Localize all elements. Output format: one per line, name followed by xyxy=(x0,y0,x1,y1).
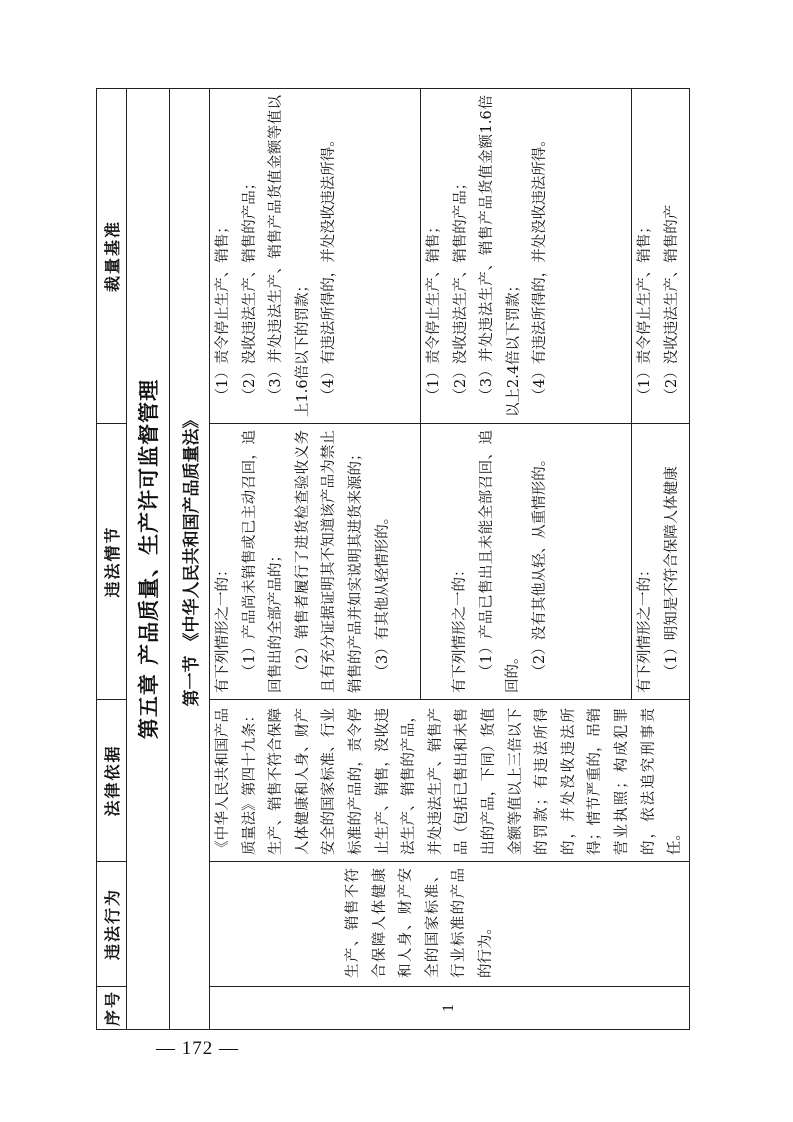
circumstance-tier-1 xyxy=(210,424,421,700)
std-1-line-2: （3）并处违法生产、销售产品货值金额等值以上1.6倍以下的罚款； xyxy=(268,95,311,417)
header-seq: 序号 xyxy=(97,987,127,1030)
header-basis: 法律依据 xyxy=(97,700,127,862)
std-2-line-3: （4）有违法所得的，并处没收违法所得。 xyxy=(532,132,549,403)
std-1-line-0: （1）责令停止生产、销售； xyxy=(215,219,231,403)
standard-tier-1 xyxy=(210,89,421,424)
chapter-title: 第五章 产品质量、生产许可监督管理 xyxy=(127,89,170,1030)
std-1-line-1: （2）没收违法生产、销售的产品； xyxy=(241,175,258,403)
circ-1-line-0: 有下列情形之一的： xyxy=(215,562,231,693)
circ-1-line-1: （1）产品尚未销售或已主动召回，追回售出的全部产品的； xyxy=(241,430,285,693)
circ-3-line-1: （1）明知是不符合保障人体健康 xyxy=(663,466,680,679)
header-behavior: 违法行为 xyxy=(97,862,127,987)
std-2-line-2: （3）并处违法生产、销售产品货值金额1.6倍以上2.4倍以下罚款； xyxy=(479,95,522,417)
circumstance-tier-3 xyxy=(632,424,690,700)
circ-1-line-3: （3）有其他从轻情形的。 xyxy=(374,509,391,679)
regulation-table-sheet xyxy=(96,89,693,1030)
circ-1-line-2: （2）销售者履行了进货检查验收义务且有充分证据证明其不知道该产品为禁止销售的产品并如实说明其进货来源的； xyxy=(294,430,364,693)
std-2-line-1: （2）没收违法生产、销售的产品； xyxy=(452,175,469,403)
circ-2-line-2: （2）没有其他从轻、从重情形的。 xyxy=(531,451,548,679)
discretion-standard-table xyxy=(96,88,690,1030)
table-row xyxy=(210,89,421,1030)
header-circumstance: 违法情节 xyxy=(97,424,127,700)
chapter-row xyxy=(127,89,170,1030)
circ-3-line-0: 有下列情形之一的： xyxy=(637,562,653,693)
standard-tier-2 xyxy=(421,89,632,424)
std-3-line-1: （2）没收违法生产、销售的产 xyxy=(663,204,680,403)
std-3-line-0: （1）责令停止生产、销售； xyxy=(637,219,653,403)
row-behavior: 生产、销售不符合保障人体健康和人身、财产安全的国家标准、行业标准的产品的行为。 xyxy=(210,862,690,987)
standard-tier-3 xyxy=(632,89,690,424)
row-seq: 1 xyxy=(210,987,690,1030)
header-standard: 裁量基准 xyxy=(97,89,127,424)
section-row xyxy=(170,89,210,1030)
std-2-line-0: （1）责令停止生产、销售； xyxy=(426,219,442,403)
header-row xyxy=(97,89,127,1030)
circ-2-line-0: 有下列情形之一的： xyxy=(452,562,468,693)
section-title: 第一节 《中华人民共和国产品质量法》 xyxy=(170,89,210,1030)
circ-2-line-1: （1）产品已售出且未能全部召回、追回的。 xyxy=(478,430,522,693)
circumstance-tier-2 xyxy=(421,424,632,700)
std-1-line-3: （4）有违法所得的，并处没收违法所得。 xyxy=(321,132,338,403)
row-legal-basis: 《中华人民共和国产品质量法》第四十九条：生产、销售不符合保障人体健康和人身、财产安全的国家标准、行业标准的产品的，责令停止生产、销售，没收违法生产、销售的产品，并处违法生产、销售产品（包括已售出和未售出的产品，下同）货值金额等值以上三倍以下的罚款；有违法所得的，并处没收违法所得；情节严重的，吊销营业执照；构成犯罪的，依法追究刑事责任。 xyxy=(210,700,690,862)
page-number: — 172 — xyxy=(156,1038,239,1059)
